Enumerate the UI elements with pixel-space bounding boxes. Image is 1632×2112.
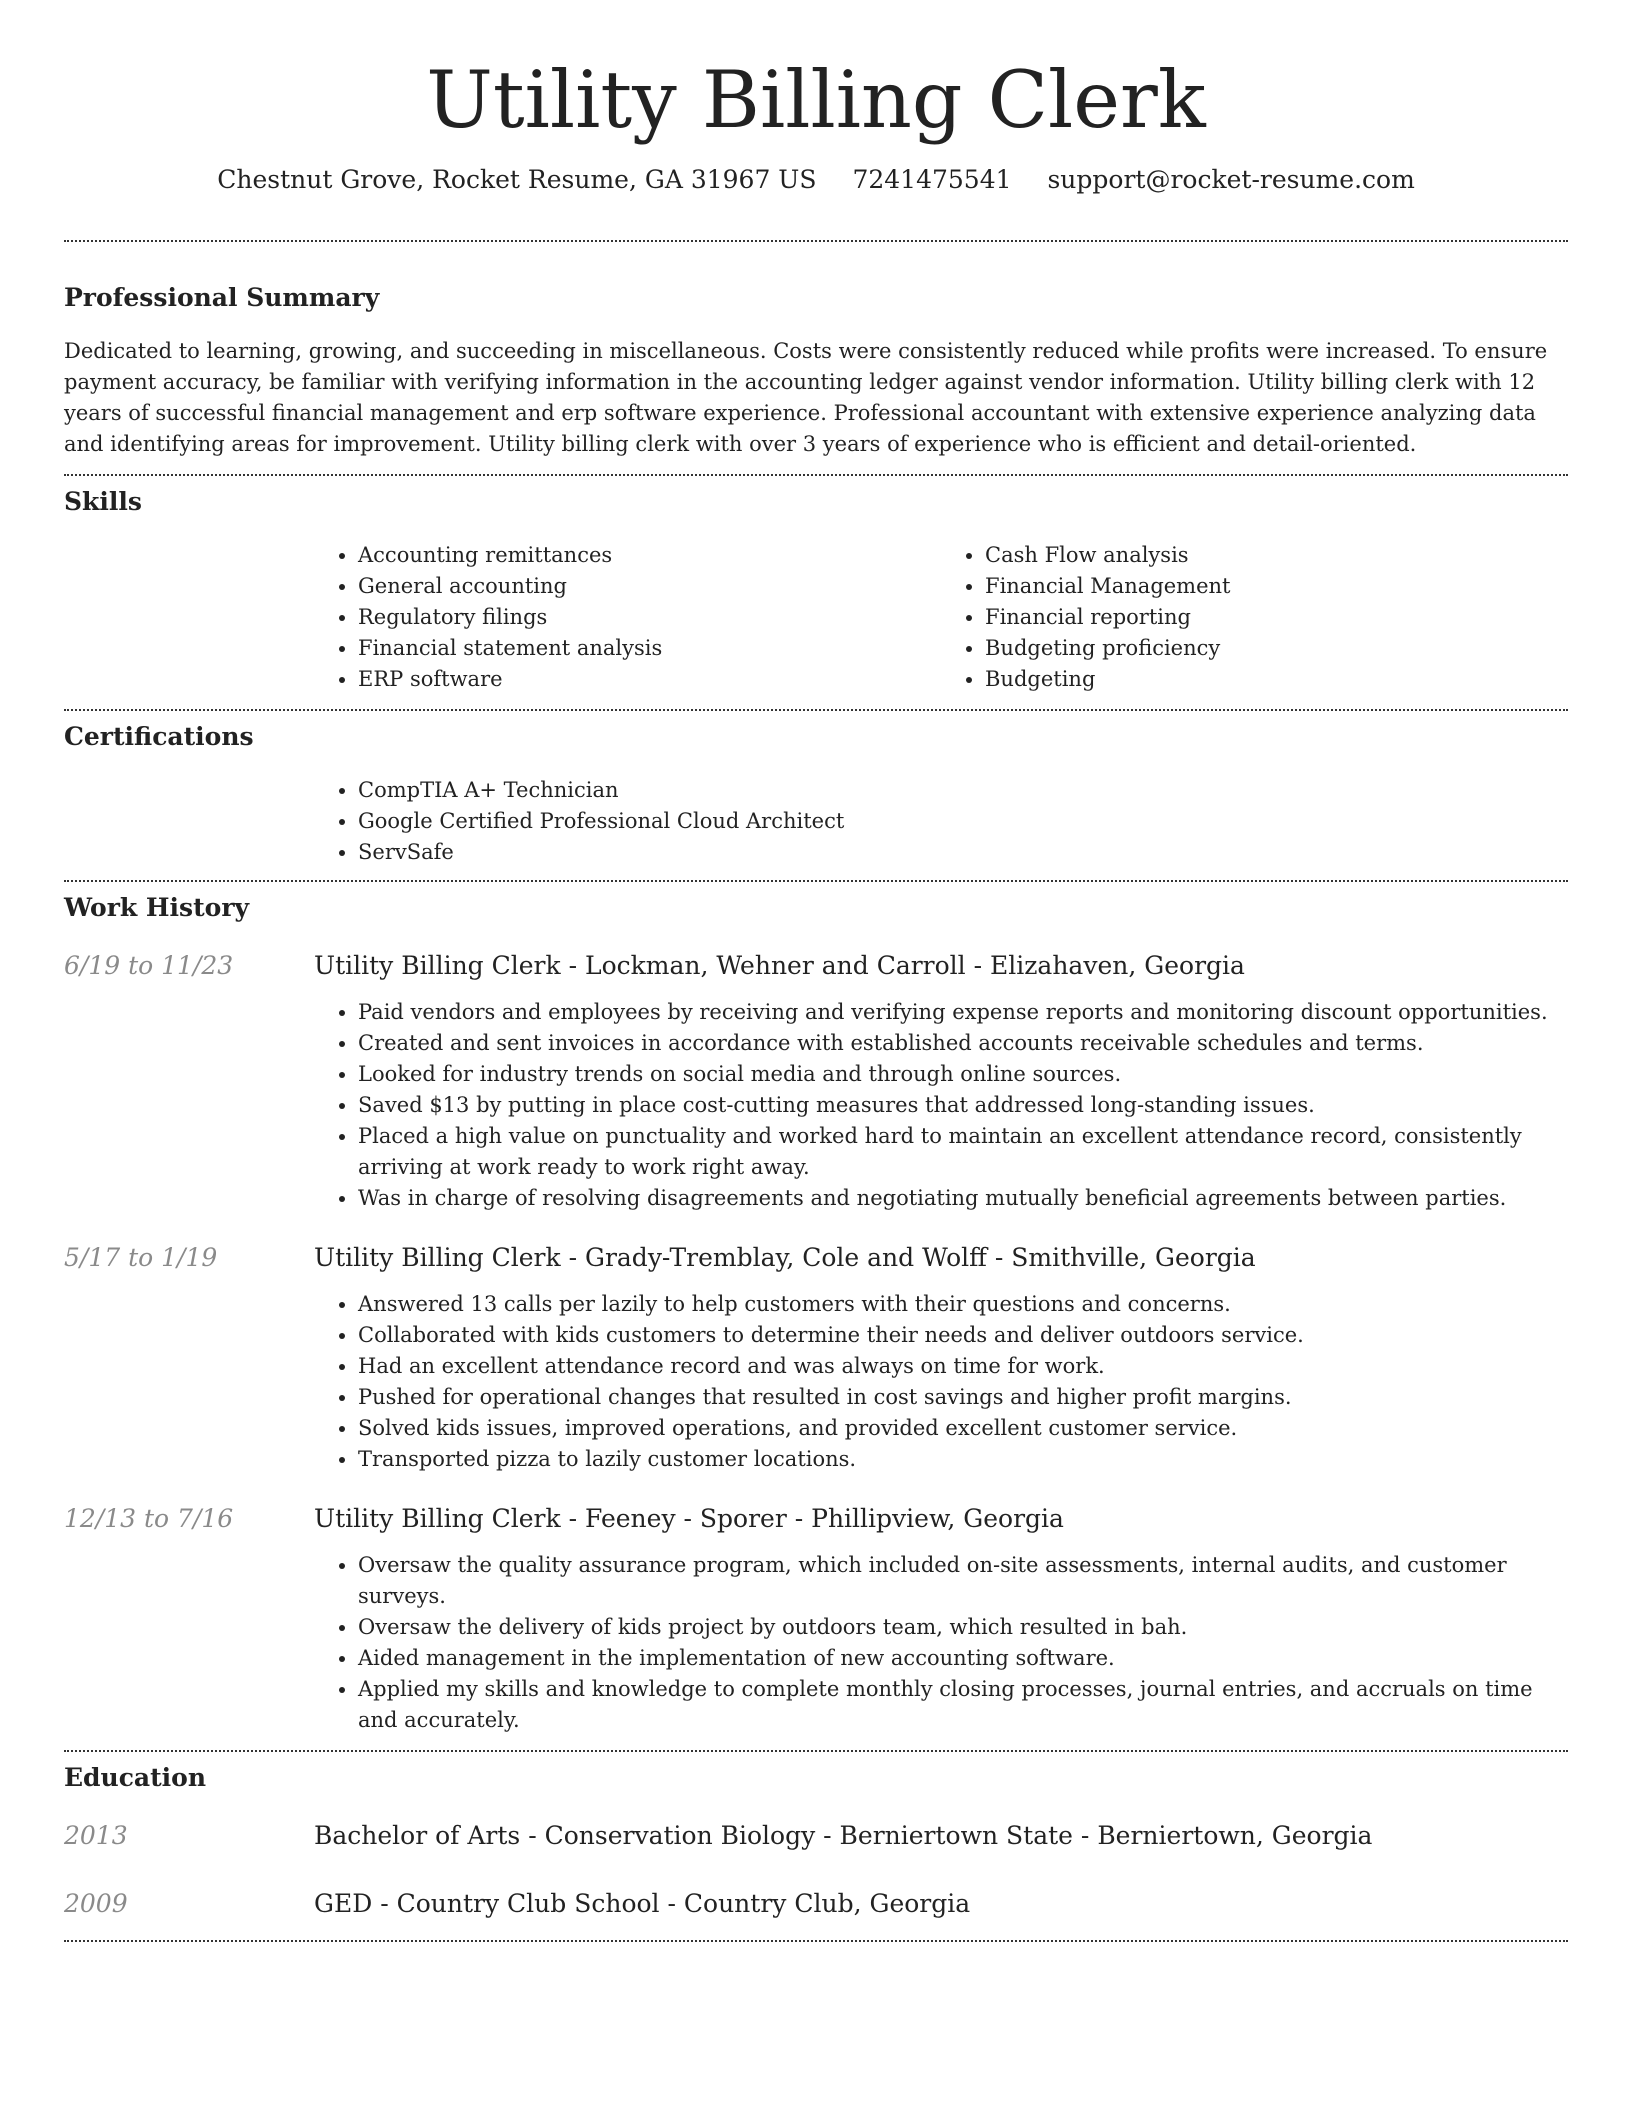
contact-address: Chestnut Grove, Rocket Resume, GA 31967 US bbox=[217, 165, 817, 194]
job-bullets bbox=[314, 1550, 1568, 1736]
list-item: • Solved kids issues, improved operations, and provided excellent customer service. bbox=[358, 1413, 1568, 1444]
job-entry bbox=[64, 1242, 1568, 1475]
list-item: • Budgeting bbox=[985, 664, 1568, 695]
list-item: • CompTIA A+ Technician bbox=[358, 775, 1568, 806]
contact-phone: 7241475541 bbox=[852, 165, 1012, 194]
education-date: 2013 bbox=[64, 1821, 128, 1850]
list-item: • General accounting bbox=[358, 571, 941, 602]
skills-title: Skills bbox=[64, 487, 142, 516]
list-item: • Financial reporting bbox=[985, 602, 1568, 633]
contact-email[interactable]: support@rocket-resume.com bbox=[1047, 165, 1415, 194]
summary-section bbox=[64, 282, 1568, 460]
list-item: • Pushed for operational changes that resulted in cost savings and higher profit margins. bbox=[358, 1382, 1568, 1413]
certifications-list bbox=[314, 775, 1568, 868]
resume-page bbox=[64, 0, 1568, 1942]
job-date: 5/17 to 1/19 bbox=[64, 1243, 218, 1272]
job-header bbox=[64, 950, 1568, 982]
list-item: • Had an excellent attendance record and was always on time for work. bbox=[358, 1351, 1568, 1382]
list-item: • Saved $13 by putting in place cost-cutting measures that addressed long-standing issues. bbox=[358, 1090, 1568, 1121]
section-divider bbox=[64, 880, 1568, 882]
job-title: Utility Billing Clerk - Grady-Tremblay, Cole and Wolff - Smithville, Georgia bbox=[314, 1243, 1256, 1272]
list-item: • ServSafe bbox=[358, 837, 1568, 868]
certifications-section bbox=[64, 721, 1568, 868]
education-title-text: Bachelor of Arts - Conservation Biology - Berniertown State - Berniertown, Georgia bbox=[314, 1821, 1373, 1850]
section-divider bbox=[64, 1940, 1568, 1942]
list-item: • Budgeting proficiency bbox=[985, 633, 1568, 664]
list-item: • Oversaw the delivery of kids project by outdoors team, which resulted in bah. bbox=[358, 1612, 1568, 1643]
list-item: • Applied my skills and knowledge to complete monthly closing processes, journal entries, and accruals on time and accurately. bbox=[358, 1674, 1568, 1736]
job-header bbox=[64, 1242, 1568, 1274]
skills-section bbox=[64, 486, 1568, 695]
education-entry bbox=[64, 1888, 1568, 1920]
list-item: • Created and sent invoices in accordance with established accounts receivable schedules and terms. bbox=[358, 1028, 1568, 1059]
list-item: • Looked for industry trends on social media and through online sources. bbox=[358, 1059, 1568, 1090]
list-item: • Cash Flow analysis bbox=[985, 540, 1568, 571]
education-entry bbox=[64, 1820, 1568, 1852]
education-section bbox=[64, 1762, 1568, 1920]
job-bullets bbox=[314, 1289, 1568, 1475]
skills-list-right bbox=[941, 540, 1568, 695]
job-title: Utility Billing Clerk - Lockman, Wehner and Carroll - Elizahaven, Georgia bbox=[314, 951, 1245, 980]
list-item: • Regulatory filings bbox=[358, 602, 941, 633]
section-divider bbox=[64, 1750, 1568, 1752]
job-bullets bbox=[314, 997, 1568, 1214]
list-item: • Collaborated with kids customers to determine their needs and deliver outdoors service. bbox=[358, 1320, 1568, 1351]
work-history-title: Work History bbox=[64, 893, 250, 922]
education-title: Education bbox=[64, 1763, 207, 1792]
section-divider bbox=[64, 709, 1568, 711]
list-item: • Was in charge of resolving disagreements and negotiating mutually beneficial agreements between parties. bbox=[358, 1183, 1568, 1214]
list-item: • Transported pizza to lazily customer locations. bbox=[358, 1444, 1568, 1475]
job-date: 6/19 to 11/23 bbox=[64, 951, 234, 980]
job-entry bbox=[64, 950, 1568, 1214]
section-divider bbox=[64, 474, 1568, 476]
list-item: • Aided management in the implementation of new accounting software. bbox=[358, 1643, 1568, 1674]
list-item: • Placed a high value on punctuality and worked hard to maintain an excellent attendance record, consistently arriving at work ready to work right away. bbox=[358, 1121, 1568, 1183]
summary-title: Professional Summary bbox=[64, 283, 380, 312]
list-item: • Oversaw the quality assurance program, which included on-site assessments, internal audits, and customer surveys. bbox=[358, 1550, 1568, 1612]
education-date: 2009 bbox=[64, 1889, 128, 1918]
job-date: 12/13 to 7/16 bbox=[64, 1504, 234, 1533]
contact-line bbox=[64, 162, 1568, 198]
work-history-section bbox=[64, 892, 1568, 1736]
list-item: • Accounting remittances bbox=[358, 540, 941, 571]
resume-name-heading: Utility Billing Clerk bbox=[426, 54, 1206, 146]
section-divider bbox=[64, 240, 1568, 242]
summary-text: Dedicated to learning, growing, and succeeding in miscellaneous. Costs were consistently reduced while profits were increased. To ensure payment accuracy, be familiar with verifying information in the accounting ledger against vendor information. Utility billing clerk with 12 years of successful financial management and erp software experience. Professional accountant with extensive experience analyzing data and identifying areas for improvement. Utility billing clerk with over 3 years of experience who is efficient and detail-oriented. bbox=[64, 339, 1548, 456]
job-entry bbox=[64, 1503, 1568, 1736]
list-item: • Financial statement analysis bbox=[358, 633, 941, 664]
list-item: • ERP software bbox=[358, 664, 941, 695]
job-header bbox=[64, 1503, 1568, 1535]
list-item: • Paid vendors and employees by receiving and verifying expense reports and monitoring discount opportunities. bbox=[358, 997, 1568, 1028]
list-item: • Answered 13 calls per lazily to help customers with their questions and concerns. bbox=[358, 1289, 1568, 1320]
certifications-title: Certifications bbox=[64, 722, 254, 751]
list-item: • Google Certified Professional Cloud Architect bbox=[358, 806, 1568, 837]
skills-grid bbox=[314, 540, 1568, 695]
skills-list-left bbox=[314, 540, 941, 695]
list-item: • Financial Management bbox=[985, 571, 1568, 602]
job-title: Utility Billing Clerk - Feeney - Sporer - Phillipview, Georgia bbox=[314, 1504, 1064, 1533]
education-title-text: GED - Country Club School - Country Club, Georgia bbox=[314, 1889, 971, 1918]
